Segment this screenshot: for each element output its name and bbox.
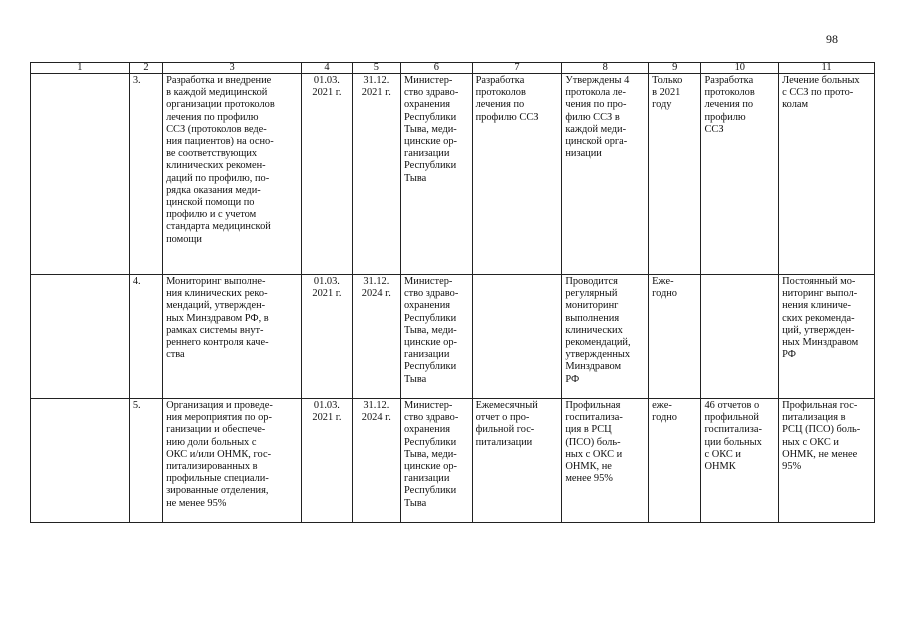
column-11-cell: Постоянный мо- ниторинг выпол- нения клиниче- ских рекоменда- ций, утвержден- ных Минздравом РФ (779, 275, 875, 399)
column-8-cell: Профильная госпитализа- ция в РСЦ (ПСО) боль- ных с ОКС и ОНМК, не менее 95% (562, 399, 649, 523)
column-number: 2 (129, 63, 162, 74)
event-cell: Разработка и внедрение в каждой медицинской организации протоколов лечения по профилю ССЗ (протоколов веде- ния пациентов) на осно- ве соответствующих клинических рекомен- даций по профилю, по- рядка оказания меди- цинской помощи по профилю и с учетом стандарта медицинской помощи (163, 74, 302, 275)
column-10-cell: 46 отчетов о профильной госпитализа- ции больных с ОКС и ОНМК (701, 399, 779, 523)
column-number: 4 (302, 63, 352, 74)
column-7-cell (472, 275, 562, 399)
end-date-cell: 31.12. 2021 г. (352, 74, 400, 275)
column-number: 11 (779, 63, 875, 74)
event-cell: Мониторинг выполне- ния клинических реко- мендаций, утвержден- ных Минздравом РФ, в рамках системы внут- реннего контроля каче- ства (163, 275, 302, 399)
event-cell: Организация и проведе- ния мероприятия по ор- ганизации и обеспече- нию доли больных с ОКС и/или ОНМК, гос- питализированных в профильные специали- зированные отделения, не менее 95% (163, 399, 302, 523)
column-10-cell: Разработка протоколов лечения по профилю ССЗ (701, 74, 779, 275)
row-number: 3. (129, 74, 162, 275)
column-11-cell: Лечение больных с ССЗ по прото- колам (779, 74, 875, 275)
region-cell (31, 399, 130, 523)
column-number: 1 (31, 63, 130, 74)
column-number: 10 (701, 63, 779, 74)
page-number: 98 (826, 32, 838, 46)
end-date-cell: 31.12. 2024 г. (352, 275, 400, 399)
start-date-cell: 01.03. 2021 г. (302, 275, 352, 399)
executor-cell: Министер- ство здраво- охранения Республики Тыва, меди- цинские ор- ганизации Республики Тыва (401, 74, 473, 275)
executor-cell: Министер- ство здраво- охранения Республики Тыва, меди- цинские ор- ганизации Республики Тыва (401, 399, 473, 523)
column-number-row (31, 63, 875, 74)
region-cell (31, 275, 130, 399)
column-number: 6 (401, 63, 473, 74)
column-number: 8 (562, 63, 649, 74)
column-number: 7 (472, 63, 562, 74)
column-8-cell: Утверждены 4 протокола ле- чения по про- филю ССЗ в каждой меди- цинской орга- низации (562, 74, 649, 275)
column-10-cell (701, 275, 779, 399)
table-row (31, 275, 875, 399)
start-date-cell: 01.03. 2021 г. (302, 74, 352, 275)
action-plan-table (30, 62, 875, 523)
column-number: 5 (352, 63, 400, 74)
column-8-cell: Проводится регулярный мониторинг выполнения клинических рекомендаций, утвержденных Минздравом РФ (562, 275, 649, 399)
row-number: 5. (129, 399, 162, 523)
executor-cell: Министер- ство здраво- охранения Республики Тыва, меди- цинские ор- ганизации Республики Тыва (401, 275, 473, 399)
column-9-cell: еже- годно (649, 399, 701, 523)
end-date-cell: 31.12. 2024 г. (352, 399, 400, 523)
region-cell (31, 74, 130, 275)
column-number: 3 (163, 63, 302, 74)
column-7-cell: Разработка протоколов лечения по профилю ССЗ (472, 74, 562, 275)
column-9-cell: Еже- годно (649, 275, 701, 399)
column-9-cell: Только в 2021 году (649, 74, 701, 275)
row-number: 4. (129, 275, 162, 399)
table-row (31, 399, 875, 523)
column-number: 9 (649, 63, 701, 74)
column-7-cell: Ежемесячный отчет о про- фильной гос- питализации (472, 399, 562, 523)
column-11-cell: Профильная гос- питализация в РСЦ (ПСО) боль- ных с ОКС и ОНМК, не менее 95% (779, 399, 875, 523)
start-date-cell: 01.03. 2021 г. (302, 399, 352, 523)
table-row (31, 74, 875, 275)
